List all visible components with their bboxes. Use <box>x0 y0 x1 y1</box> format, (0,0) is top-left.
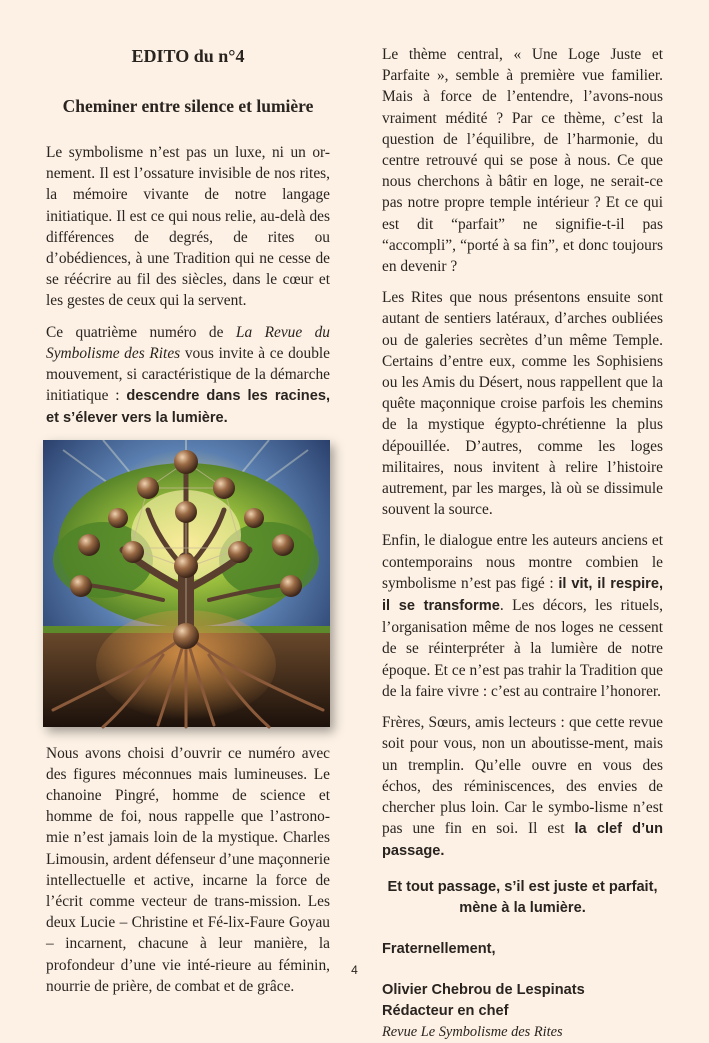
paragraph-figures-meconnues: Nous avons choisi d’ouvrir ce numéro avec des figures méconnues mais lumineuses. Le chanoine Pingré, homme de science et homme de foi, nous rappelle que l’astrono-mie n’est jamais loin de la mystique. Charles Limousin, ardent défenseur d’une maçonnerie intellectuelle et active, incarne la force de l’écrit comme vecteur de trans-mission. Les deux Lucie – Christine et Fé-lix-Faure Goyau – incarnent, chacune à leur manière, la profondeur d’une vie inté-rieure au féminin, nourrie de prière, de combat et de grâce. <box>46 744 330 995</box>
right-column <box>382 44 663 1043</box>
paragraph-theme-central: Le thème central, « Une Loge Juste et Parfaite », semble à première vue familier. Mais à force de l’entendre, l’avons-nous vraiment médité ? Par ce thème, c’est la question de l’équilibre, de l’harmonie, du centre retrouvé qui se pose à nous. Ce que nous cherchons à bâtir en loge, ne serait-ce pas notre propre temple intérieur ? Et ce qui est dit “parfait” ne signifie-t-il pas “accompli”, “porté à sa fin”, et donc toujours en devenir ? <box>382 46 663 276</box>
author-name: Olivier Chebrou de Lespinats <box>382 981 585 998</box>
edito-subtitle: Cheminer entre silence et lumière <box>62 96 314 116</box>
emphasis-il-vit: il vit, il respire, il se transforme <box>382 575 664 615</box>
paragraph-dialogue <box>382 530 663 702</box>
emphasis-clef: la clef d’un passage. <box>382 821 663 860</box>
salutation: Fraternellement, <box>382 940 496 957</box>
text-run: vous invite à ce double mouvement, si caractéristique de la démarche initiatique : <box>46 344 330 405</box>
tree-of-life-illustration <box>43 440 330 727</box>
author-role: Rédacteur en chef <box>382 1002 509 1019</box>
closing-line-1: Et tout passage, s’il est juste et parfait, <box>387 878 658 895</box>
paragraph-quatrieme-numero <box>46 322 330 430</box>
paragraph-freres-soeurs <box>382 712 663 862</box>
tree-of-life-icon <box>43 440 330 727</box>
closing-line-2: mène à la lumière. <box>459 899 586 916</box>
edito-title: EDITO du n°4 <box>131 46 245 66</box>
publication-name: Revue Le Symbolisme des Rites <box>382 1023 563 1040</box>
left-column <box>46 44 330 1007</box>
text-run: Frères, Sœurs, amis lecteurs : que cette revue soit pour vous, non un aboutisse-ment, mais un tremplin. Qu’elle ouvre en vous des échos, des réminiscences, des envies de chercher plus loin. Car le symbo-lisme n’est pas une fin en soi. Il est <box>382 714 663 838</box>
text-run: . Les décors, les rituels, l’organisation même de nos loges ne cessent de se réinterpréter à la lumière de notre époque. Et ce n’est pas trahir la Tradition que de la faire vivre : c’est au contraire l’honorer. <box>382 597 663 700</box>
paragraph-rites: Les Rites que nous présentons ensuite sont autant de sentiers latéraux, d’arches oubliées ou de galeries secrètes d’un même Temple. Certains d’entre eux, comme les Sophisiens ou les Amis du Désert, nous rappellent que la quête maçonnique croise parfois les chemins de la mystique égypto-chrétienne la plus dépouillée. D’autres, comme les loges militaires, nous invitent à relire l’histoire autrement, par les marges, là où se dissimule souvent la source. <box>382 289 663 519</box>
revue-title-italic: La Revue du Symbolisme des Rites <box>46 323 331 362</box>
text-run: Ce quatrième numéro de <box>46 323 236 341</box>
emphasis-racines: descendre dans les racines, et s’élever vers la lumière. <box>46 388 330 427</box>
closing-statement <box>382 877 663 919</box>
text-run: Enfin, le dialogue entre les auteurs anciens et contemporains nous montre combien le symbolisme n’est pas figé : <box>382 532 663 592</box>
page-number: 4 <box>351 963 358 977</box>
paragraph-symbolisme: Le symbolisme n’est pas un luxe, ni un or-nement. Il est l’ossature invisible de nos rites, la mémoire vivante de notre langage initiatique. Il est ce qui nous relie, au-delà des différences de degrés, de rites ou d’obédiences, à une Tradition qui ne cesse de se réécrire au fil des siècles, dans le cœur et les gestes de ceux qui la servent. <box>46 144 330 310</box>
